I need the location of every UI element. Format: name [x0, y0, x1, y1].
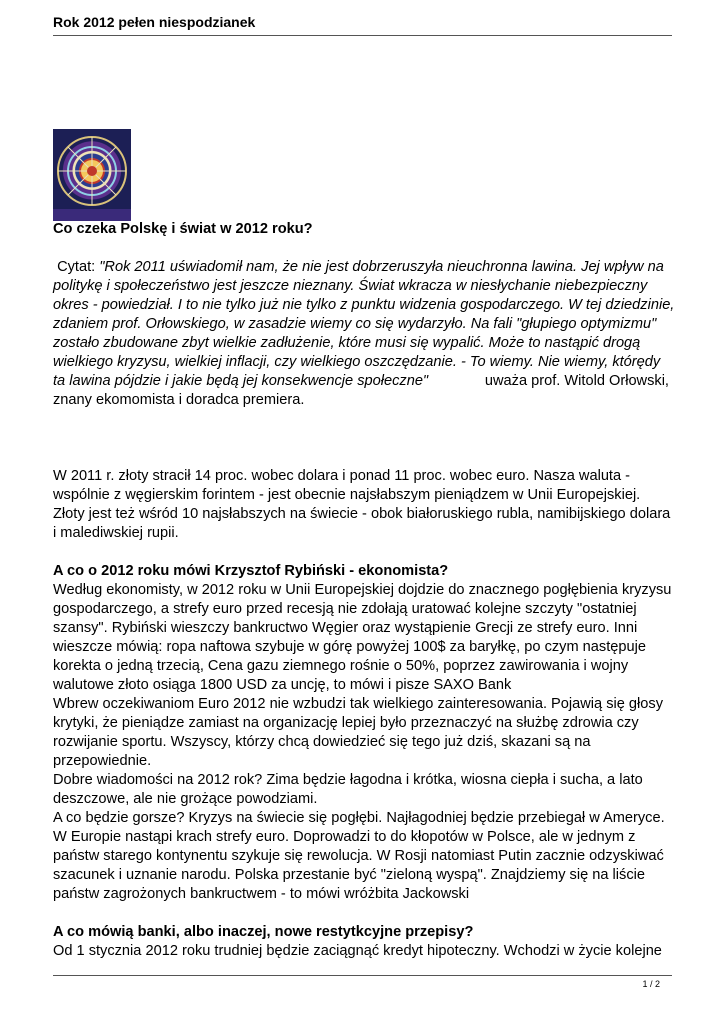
- zodiac-wheel-image: [53, 129, 131, 221]
- quote-text: "Rok 2011 uświadomił nam, że nie jest dobrzeruszyła nieuchronna lawina. Jej wpływ na politykę i społeczeństwo jest jeszcze nieznany. Świat wkracza w niesłychanie niebezpieczny okres - powiedział. I to nie tylko już nie tylko z punktu widzenia gospodarczego. W tej dziedzinie, zdaniem prof. Orłowskiego, w zasadzie wiemy co się wydarzyło. Na fali "głupiego optymizmu" zostało zbudowane zbyt wielkie zadłużenie, które musi się wypalić. Może to nastąpić drogą wielkiego kryzysu, wielkiej inflacji, czy wielkiego oszczędzanie. - To wiemy. Nie wiemy, którędy ta lawina pójdzie i jakie będą jej konsekwencje społeczne": [53, 259, 675, 389]
- page-number: 1 / 2: [642, 979, 660, 989]
- good-news-paragraph: Dobre wiadomości na 2012 rok? Zima będzie łagodna i krótka, wiosna ciepła i sucha, a lato deszczowe, ale nie grożące powodziami.: [53, 772, 643, 807]
- quote-prefix: Cytat:: [57, 259, 96, 275]
- article-body: [53, 220, 675, 961]
- euro2012-paragraph: Wbrew oczekiwaniom Euro 2012 nie wzbudzi tak wielkiego zainteresowania. Pojawią się głosy krytyki, że pieniądze zamiast na organizację lepiej było przeznaczyć na służbę zdrowia czy rozwijanie sportu. Wszyscy, którzy chcą dowiedzieć się tego już dziś, skazani są na przepowiednie.: [53, 696, 663, 769]
- document-header-title: Rok 2012 pełen niespodzianek: [53, 14, 256, 30]
- zodiac-wheel-graphic: [53, 129, 131, 221]
- mortgage-paragraph: Od 1 stycznia 2012 roku trudniej będzie zaciągnąć kredyt hipoteczny. Wchodzi w życie kolejne: [53, 943, 662, 959]
- footer-divider: [53, 975, 672, 976]
- quote-paragraph: [53, 258, 675, 410]
- bad-news-paragraph: A co będzie gorsze? Kryzys na świecie się pogłębi. Najłagodniej będzie przebiegał w Ameryce. W Europie nastąpi krach strefy euro. Doprowadzi to do kłopotów w Polsce, ale w jednym z państw starego kontynentu szykuje się rewolucja. W Rosji natomiast Putin zacznie odzyskiwać szacunek i uznanie narodu. Polska przestanie być "zieloną wyspą". Znajdziemy się na liście państw zagrożonych bankructwem - to mówi wróżbita Jackowski: [53, 810, 665, 902]
- header-divider: [53, 35, 672, 36]
- article-heading-rybinski: A co o 2012 roku mówi Krzysztof Rybiński - ekonomista?: [53, 563, 449, 579]
- quote-attribution: uważa prof. Witold Orłowski, znany ekomomista i doradca premiera.: [53, 373, 669, 408]
- article-heading-banks: A co mówią banki, albo inaczej, nowe restytkcyjne przepisy?: [53, 924, 474, 940]
- currency-paragraph: W 2011 r. złoty stracił 14 proc. wobec dolara i ponad 11 proc. wobec euro. Nasza waluta - wspólnie z węgierskim forintem - jest obecnie najsłabszym pieniądzem w Unii Europejskiej. Złoty jest też wśród 10 najsłabszych na świecie - obok białoruskiego rubla, namibijskiego dolara i malediwskiej rupii.: [53, 468, 671, 541]
- article-heading-main: Co czeka Polskę i świat w 2012 roku?: [53, 221, 313, 237]
- economist-paragraph: Według ekonomisty, w 2012 roku w Unii Europejskiej dojdzie do znacznego pogłębienia kryzysu gospodarczego, a strefy euro przed recesją nie zdołają uratować kolejne szczyty "ostatniej szansy". Rybiński wieszczy bankructwo Węgier oraz wystąpienie Grecji ze strefy euro. Inni wieszcze mówią: ropa naftowa szybuje w górę powyżej 100$ za baryłkę, po czym następuje korekta o jedną trzecią, Cena gazu ziemnego rośnie o 50%, poprzez zawirowania i wojny walutowe złoto osiąga 1800 USD za uncję, to mówi i pisze SAXO Bank: [53, 582, 672, 693]
